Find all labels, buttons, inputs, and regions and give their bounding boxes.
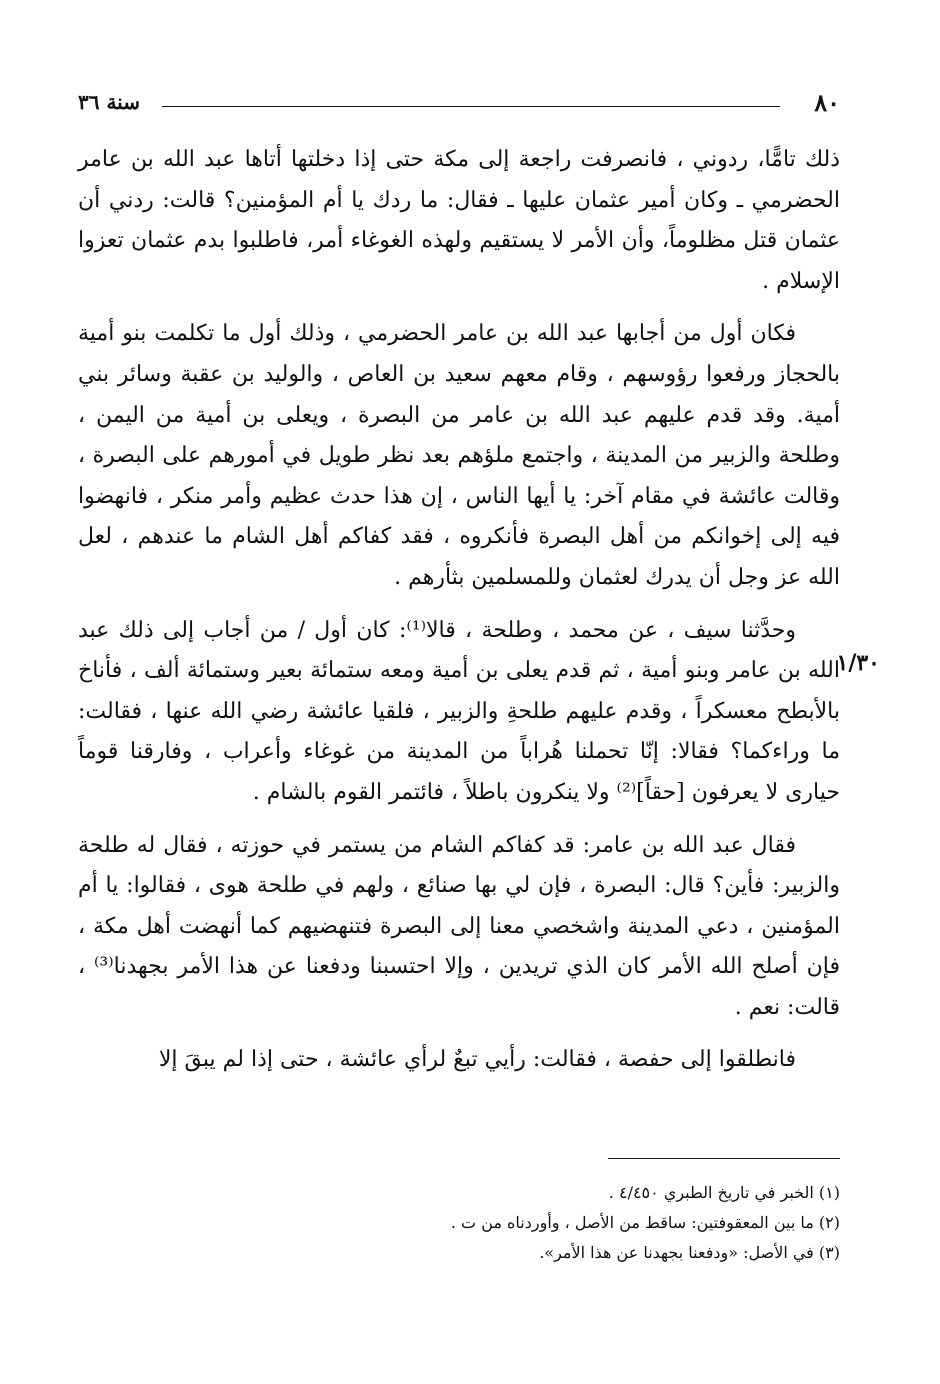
paragraph: وحدَّثنا سيف ، عن محمد ، وطلحة ، قالا⁽¹⁾: كان أول / من أجاب إلى ذلك عبد الله بن عامر وبنو أمية ، ثم قدم يعلى بن أمية ومعه ستمائة بعير وستمائة ألف ، فأناخ بالأبطح معسكراً ، وقدم عليهم طلحةِ والزبير ، فلقيا عائشة رضي الله عنها ، فقالت: ما وراءكما؟ فقالا: إنّا تحملنا هُراباً من المدينة من غوغاء وأعراب ، وفارقنا قوماً حيارى لا يعرفون [حقاً]⁽²⁾ ولا ينكرون باطلاً ، فائتمر القوم بالشام . [78,617,840,805]
margin-reference: ١/٣٠ [836,650,880,676]
header-rule [162,106,780,107]
paragraph: فقال عبد الله بن عامر: قد كفاكم الشام من يستمر في حوزته ، فقال له طلحة والزبير: فأين؟ قال: البصرة ، فإن لي بها صنائع ، ولهم في طلحة هوى ، فقالوا: يا أم المؤمنين ، دعي المدينة واشخصي معنا إلى البصرة فتنهضيهم كما أنهضت أهل مكة ، فإن أصلح الله الأمر كان الذي تريدين ، وإلا احتسبنا ودفعنا عن هذا الأمر بجهدنا⁽³⁾ ، قالت: نعم . [78,832,840,1020]
page-number: ٨٠ [814,88,840,117]
main-text [78,140,840,1093]
paragraph: ذلك تامًّا، ردوني ، فانصرفت راجعة إلى مكة حتى إذا دخلتها أتاها عبد الله بن عامر الحضرمي ـ وكان أمير عثمان عليها ـ فقال: ما ردك يا أم المؤمنين؟ قالت: ردني أن عثمان قتل مظلوماً، وأن الأمر لا يستقيم ولهذه الغوغاء أمر، فاطلبوا بدم عثمان تعزوا الإسلام . [78,147,840,294]
footnotes [140,1178,840,1268]
page-header [78,88,840,122]
paragraph: فانطلقوا إلى حفصة ، فقالت: رأيي تبعٌ لرأي عائشة ، حتى إذا لم يبقَ إلا [158,1047,796,1073]
paragraph: فكان أول من أجابها عبد الله بن عامر الحضرمي ، وذلك أول ما تكلمت بنو أمية بالحجاز ورفعوا رؤوسهم ، وقام معهم سعيد بن العاص ، والوليد بن عقبة وسائر بني أمية. وقد قدم عليهم عبد الله بن عامر من البصرة ، ويعلى بن أمية من اليمن ، وطلحة والزبير من المدينة ، واجتمع ملؤهم بعد نظر طويل في أمورهم على البصرة ، وقالت عائشة في مقام آخر: يا أيها الناس ، إن هذا حدث عظيم وأمر منكر ، فانهضوا فيه إلى إخوانكم من أهل البصرة فأنكروه ، فقد كفاكم أهل الشام ما عندهم ، لعل الله عز وجل أن يدرك لعثمان وللمسلمين بثأرهم . [78,321,840,590]
running-title: سنة ٣٦ [78,90,140,114]
footnote: (٢) ما بين المعقوفتين: ساقط من الأصل ، وأوردناه من ت . [450,1213,840,1232]
footnote: (٣) في الأصل: «ودفعنا بجهدنا عن هذا الأمر». [539,1243,840,1262]
footnote-divider [608,1158,840,1159]
footnote: (١) الخبر في تاريخ الطبري ٤/٤٥٠ . [608,1183,840,1202]
